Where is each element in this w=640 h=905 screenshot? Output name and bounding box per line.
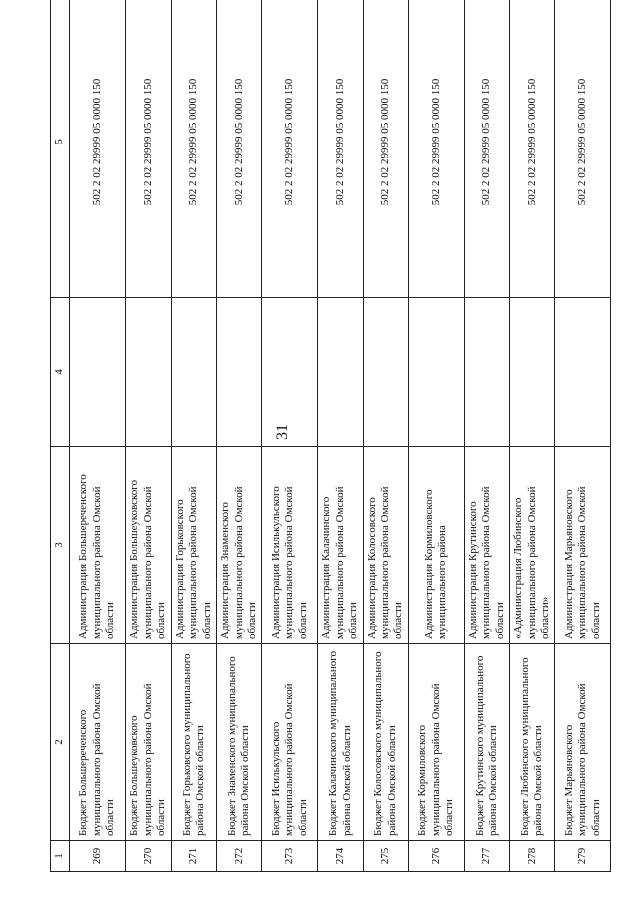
- administrator-cell: Администрация Большеуковского муниципального района Омской области: [126, 447, 172, 644]
- budget-name-cell: Бюджет Колосовского муниципального района Омской области: [363, 644, 408, 841]
- administrator-cell: Администрация Марьяновского муниципального района Омской области: [555, 447, 611, 644]
- budget-name-cell: Бюджет Калачинского муниципального района Омской области: [318, 644, 363, 841]
- column-4-cell: [555, 298, 611, 447]
- table-row: [126, 0, 172, 872]
- header-row: [51, 0, 70, 872]
- budget-code-cell: 502 2 02 29999 05 0000 150: [408, 0, 464, 298]
- administrator-cell: Администрация Калачинского муниципального района Омской области: [318, 447, 363, 644]
- header-cell-1: 1: [51, 841, 70, 872]
- row-number: 273: [262, 841, 318, 872]
- header-cell-4: 4: [51, 298, 70, 447]
- table-row: [510, 0, 555, 872]
- row-number: 275: [363, 841, 408, 872]
- administrator-cell: Администрация Большереченского муниципального района Омской области: [70, 447, 126, 644]
- table-row: [408, 0, 464, 872]
- administrator-cell: Администрация Знаменского муниципального района Омской области: [217, 447, 262, 644]
- administrator-cell: Администрация Исилькульского муниципального района Омской области: [262, 447, 318, 644]
- column-4-cell: [217, 298, 262, 447]
- administrator-cell: Администрация Колосовского муниципального района Омской области: [363, 447, 408, 644]
- table-row: [262, 0, 318, 872]
- budget-code-cell: 502 2 02 29999 05 0000 150: [262, 0, 318, 298]
- row-number: 269: [70, 841, 126, 872]
- table-row: [318, 0, 363, 872]
- table-row: [172, 0, 217, 872]
- table-row: [70, 0, 126, 872]
- column-4-cell: [363, 298, 408, 447]
- column-4-cell: [510, 298, 555, 447]
- budget-name-cell: Бюджет Большереченского муниципального района Омской области: [70, 644, 126, 841]
- table-body: [70, 0, 611, 872]
- rotated-table-wrapper: [50, 32, 610, 872]
- row-number: 271: [172, 841, 217, 872]
- budget-name-cell: Бюджет Марьяновского муниципального района Омской области: [555, 644, 611, 841]
- budget-code-cell: 502 2 02 29999 05 0000 150: [555, 0, 611, 298]
- column-4-cell: [464, 298, 509, 447]
- row-number: 277: [464, 841, 509, 872]
- budget-code-cell: 502 2 02 29999 05 0000 150: [318, 0, 363, 298]
- column-4-cell: [318, 298, 363, 447]
- column-4-cell: [70, 298, 126, 447]
- table-row: [464, 0, 509, 872]
- budget-name-cell: Бюджет Горьковского муниципального района Омской области: [172, 644, 217, 841]
- header-cell-3: 3: [51, 447, 70, 644]
- budget-name-cell: Бюджет Кормиловского муниципального района Омской области: [408, 644, 464, 841]
- budget-code-cell: 502 2 02 29999 05 0000 150: [126, 0, 172, 298]
- administrator-cell: Администрация Крутинского муниципального района Омской области: [464, 447, 509, 644]
- column-4-cell: [172, 298, 217, 447]
- budget-code-cell: 502 2 02 29999 05 0000 150: [70, 0, 126, 298]
- budget-name-cell: Бюджет Любинского муниципального района Омской области: [510, 644, 555, 841]
- row-number: 276: [408, 841, 464, 872]
- table-row: [555, 0, 611, 872]
- budget-name-cell: Бюджет Знаменского муниципального района Омской области: [217, 644, 262, 841]
- row-number: 272: [217, 841, 262, 872]
- header-cell-5: 5: [51, 0, 70, 298]
- table-row: [363, 0, 408, 872]
- administrator-cell: Администрация Кормиловского муниципального района: [408, 447, 464, 644]
- budget-code-cell: 502 2 02 29999 05 0000 150: [510, 0, 555, 298]
- row-number: 278: [510, 841, 555, 872]
- row-number: 274: [318, 841, 363, 872]
- budget-code-cell: 502 2 02 29999 05 0000 150: [172, 0, 217, 298]
- column-4-cell: [262, 298, 318, 447]
- column-4-cell: [408, 298, 464, 447]
- column-4-cell: [126, 298, 172, 447]
- budget-name-cell: Бюджет Большеуковского муниципального района Омской области: [126, 644, 172, 841]
- budget-code-cell: 502 2 02 29999 05 0000 150: [217, 0, 262, 298]
- header-cell-2: 2: [51, 644, 70, 841]
- budget-code-cell: 502 2 02 29999 05 0000 150: [464, 0, 509, 298]
- table-row: [217, 0, 262, 872]
- budget-table: [50, 0, 611, 872]
- row-number: 279: [555, 841, 611, 872]
- administrator-cell: «Администрация Любинского муниципального района Омской области»: [510, 447, 555, 644]
- budget-name-cell: Бюджет Крутинского муниципального района Омской области: [464, 644, 509, 841]
- budget-code-cell: 502 2 02 29999 05 0000 150: [363, 0, 408, 298]
- administrator-cell: Администрация Горьковского муниципального района Омской области: [172, 447, 217, 644]
- row-number: 270: [126, 841, 172, 872]
- budget-name-cell: Бюджет Исилькульского муниципального района Омской области: [262, 644, 318, 841]
- page-number: 31: [274, 424, 291, 440]
